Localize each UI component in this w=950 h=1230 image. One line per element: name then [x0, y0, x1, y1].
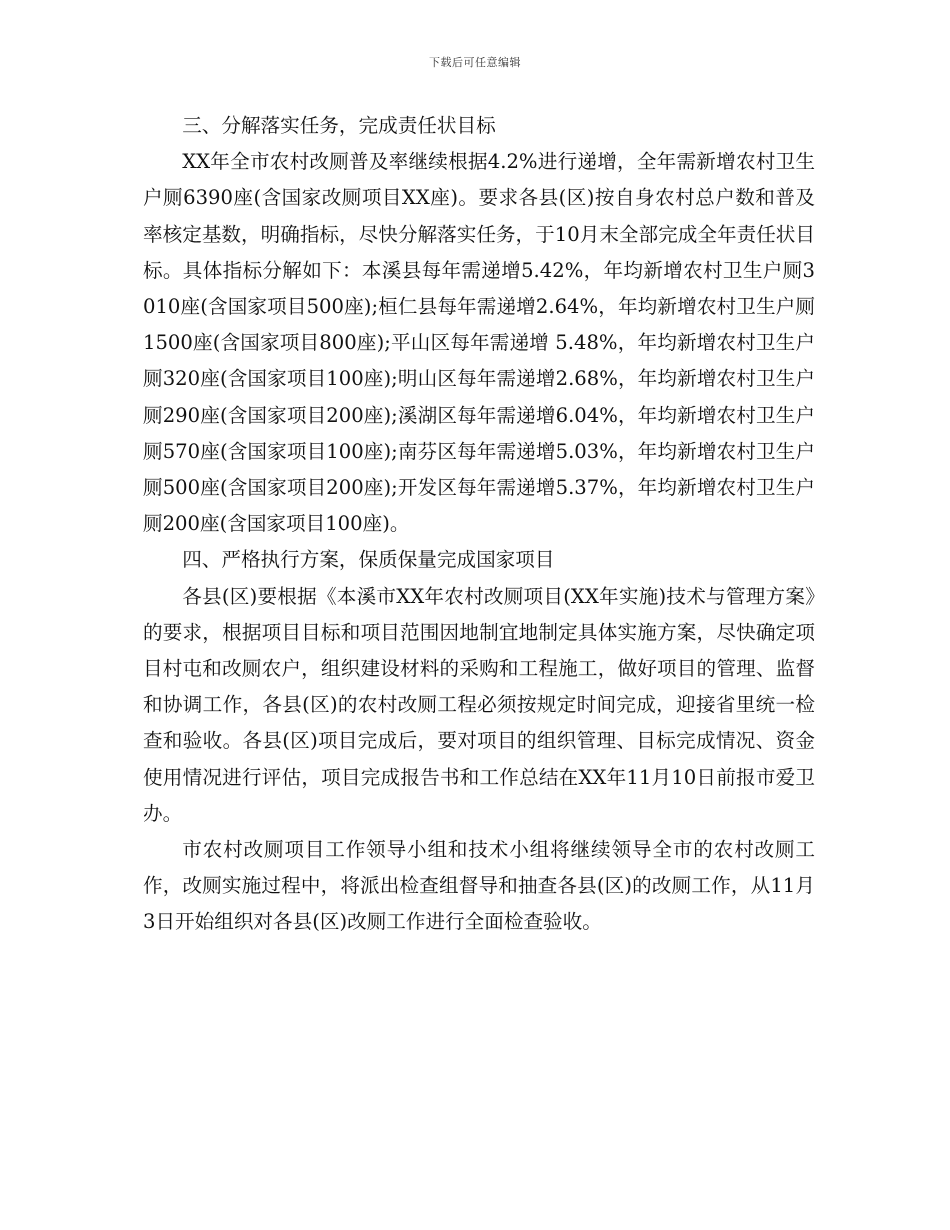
section-heading-3: 三、分解落实任务，完成责任状目标 [182, 114, 496, 137]
paragraph-implementation: 各县(区)要根据《本溪市XX年农村改厕项目(XX年实施)技术与管理方案》的要求，根据项目目标和项目范围因地制宜地制定具体实施方案，尽快确定项目村屯和改厕农户，组织建设材料的采购和工程施工，做好项目的管理、监督和协调工作，各县(区)的农村改厕工程必须按规定时间完成，迎接省里统一检查和验收。各县(区)项目完成后，要对项目的组织管理、目标完成情况、资金使用情况进行评估，项目完成报告书和工作总结在XX年11月10日前报市爱卫办。 [143, 584, 815, 825]
page-header: 下载后可任意编辑 [429, 56, 521, 69]
section-heading-4: 四、严格执行方案，保质保量完成国家项目 [182, 548, 555, 572]
paragraph-inspection: 市农村改厕项目工作领导小组和技术小组将继续领导全市的农村改厕工作，改厕实施过程中，将派出检查组督导和抽查各县(区)的改厕工作，从11月3日开始组织对各县(区)改厕工作进行全面检查验收。 [143, 838, 815, 934]
document-body [143, 108, 815, 941]
paragraph-targets: XX年全市农村改厕普及率继续根据4.2%进行递增，全年需新增农村卫生户厕6390座(含国家改厕项目XX座)。要求各县(区)按自身农村总户数和普及率核定基数，明确指标，尽快分解落实任务，于10月末全部完成全年责任状目标。具体指标分解如下：本溪县每年需递增5.42%，年均新增农村卫生户厕3010座(含国家项目500座);桓仁县每年需递增2.64%，年均新增农村卫生户厕1500座(含国家项目800座);平山区每年需递增 5.48%，年均新增农村卫生户厕320座(含国家项目100座);明山区每年需递增2.68%，年均新增农村卫生户厕290座(含国家项目200座);溪湖区每年需递增6.04%，年均新增农村卫生户厕570座(含国家项目100座);南芬区每年需递增5.03%，年均新增农村卫生户厕500座(含国家项目200座);开发区每年需递增5.37%，年均新增农村卫生户厕200座(含国家项目100座)。 [143, 150, 815, 536]
